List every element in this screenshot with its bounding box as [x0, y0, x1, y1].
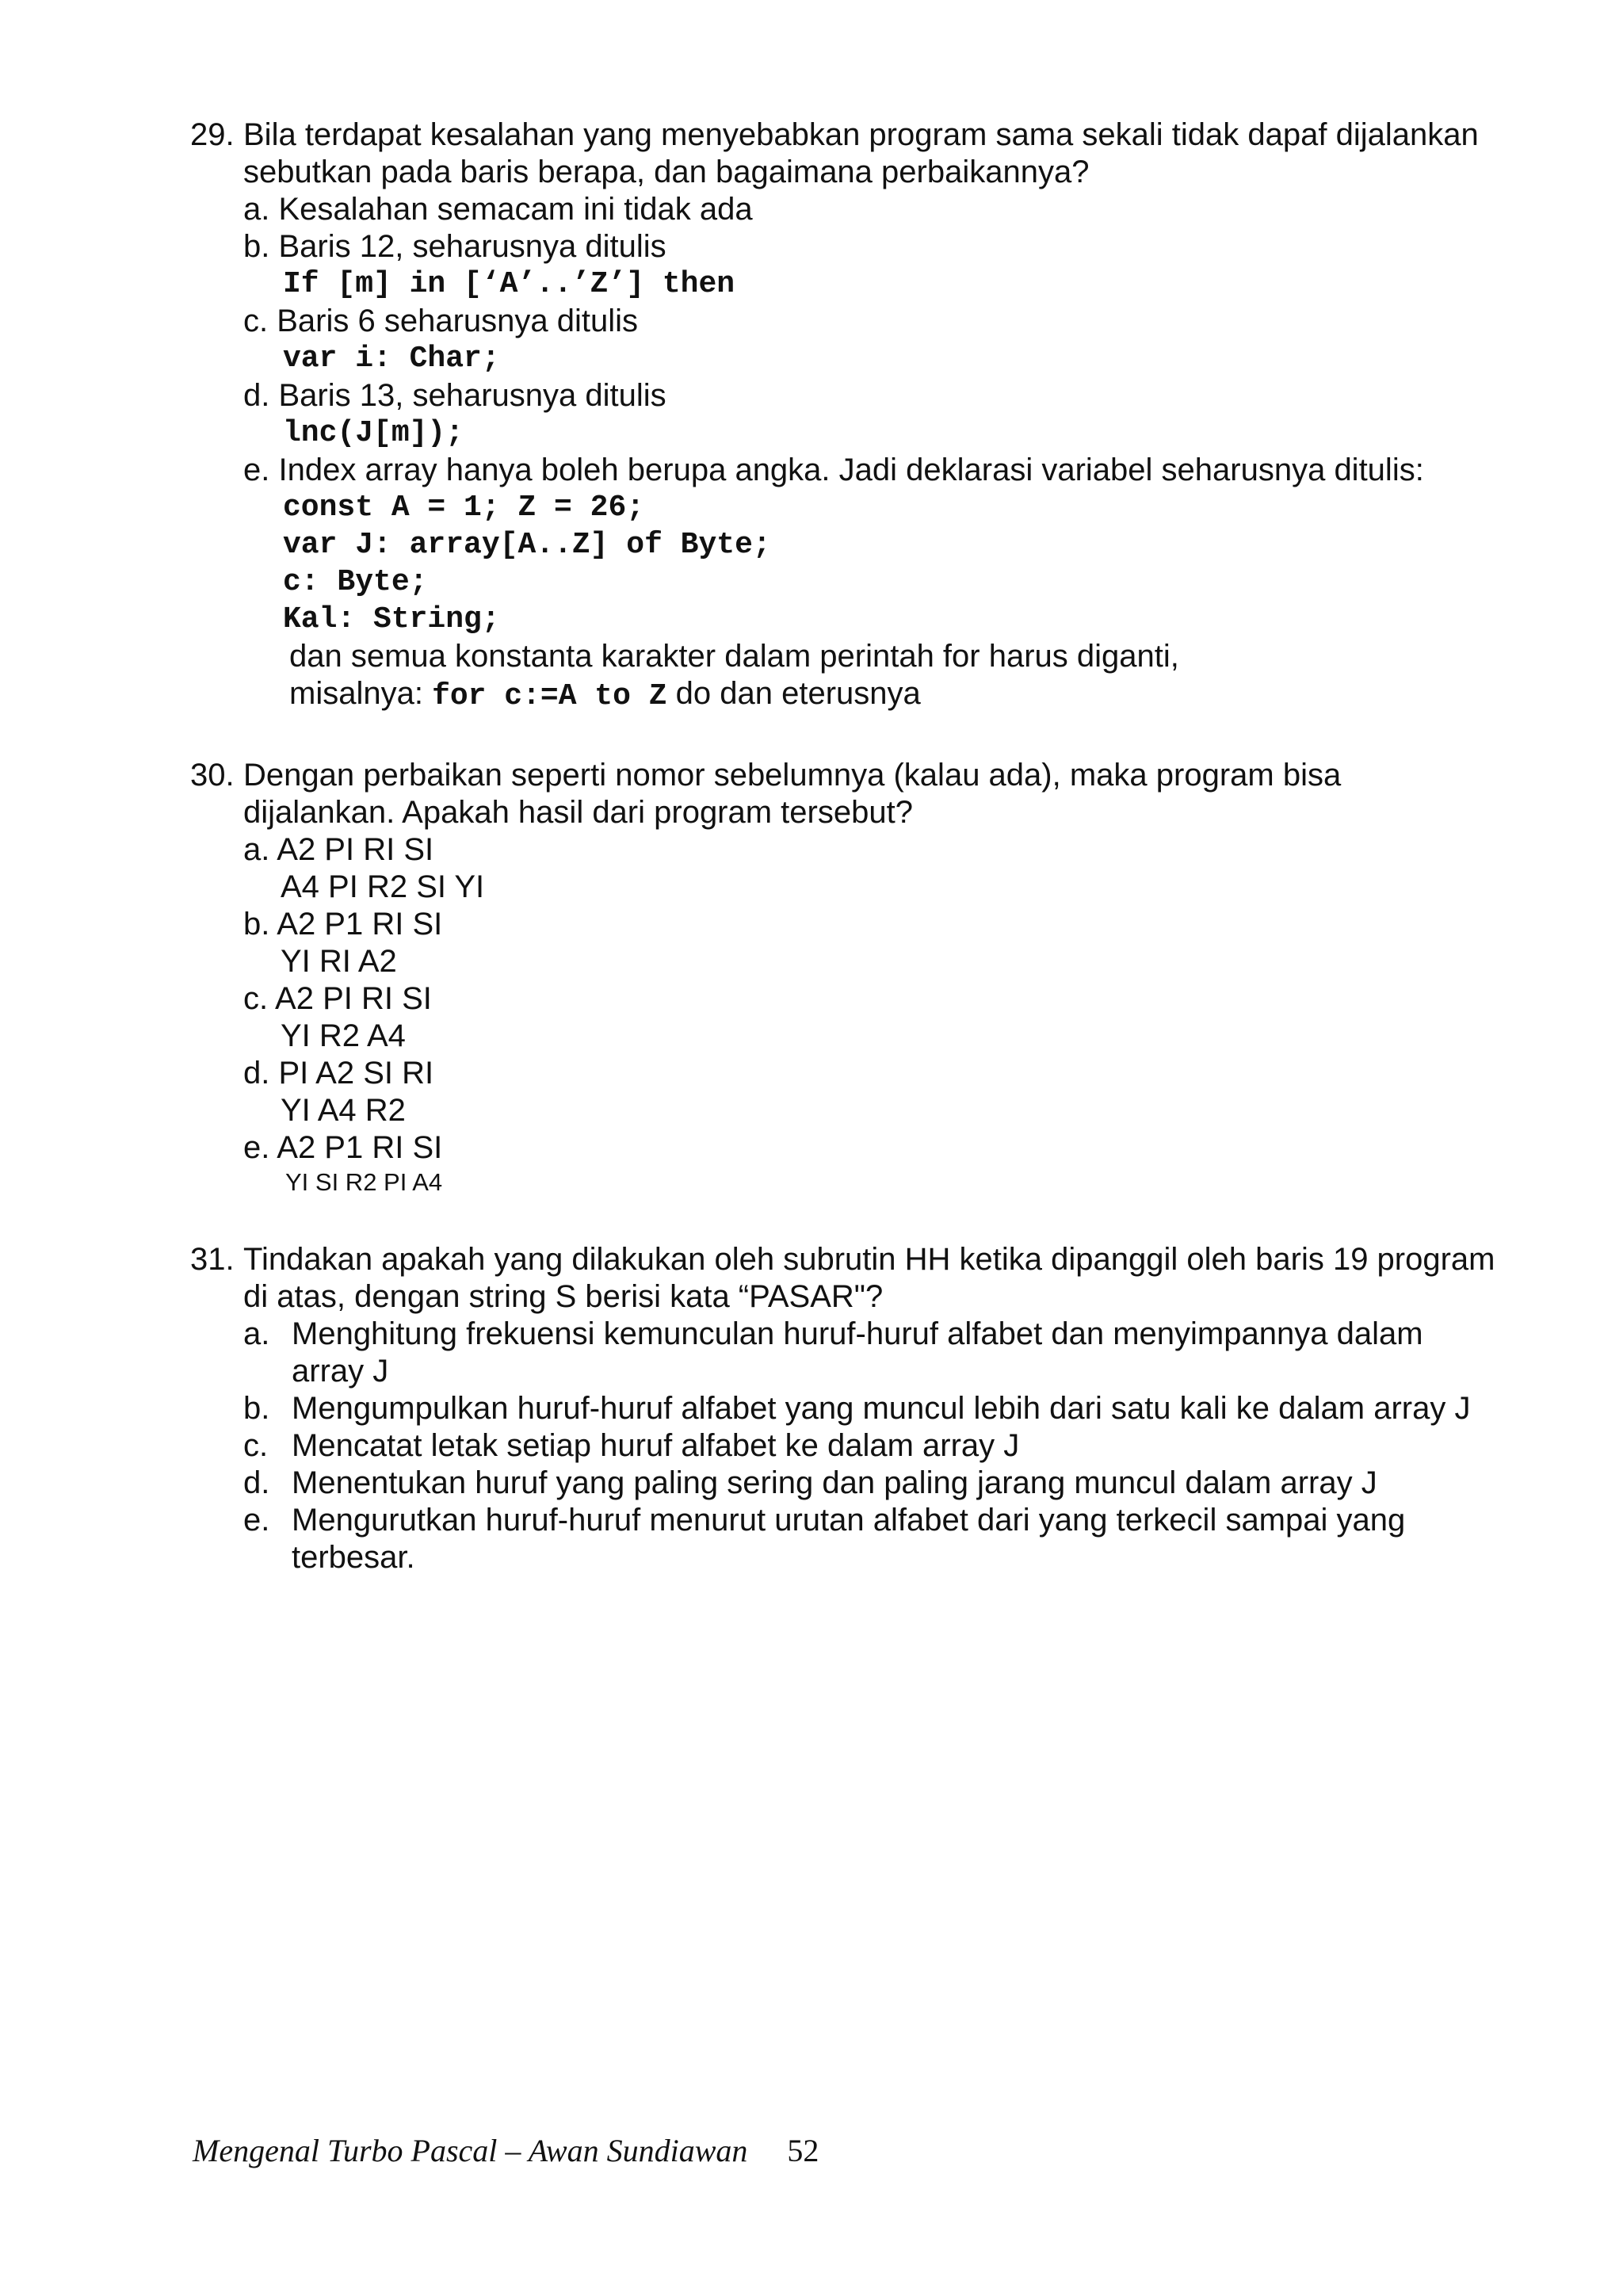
code-line: lnc(J[m]);	[283, 416, 464, 450]
option-line-1: A2 PI RI SI	[277, 832, 434, 867]
option-label: a.	[243, 1316, 270, 1351]
page-footer	[193, 2132, 819, 2169]
note-code: for c:=A to Z	[432, 679, 667, 713]
option-d	[243, 1465, 1498, 1502]
option-text: Mengumpulkan huruf-huruf alfabet yang muncul lebih dari satu kali ke dalam array J	[292, 1391, 1471, 1426]
option-note: dan semua konstanta karakter dalam perintah for harus diganti,	[289, 639, 1179, 674]
option-label: e.	[243, 1503, 270, 1538]
option-text: Baris 12, seharusnya ditulis	[278, 229, 666, 264]
option-line-2: YI R2 A4	[281, 1018, 406, 1053]
page-number: 52	[787, 2133, 819, 2168]
code-line: var i: Char;	[283, 342, 500, 376]
option-text: Baris 13, seharusnya ditulis	[278, 378, 666, 413]
option-line-2: YI A4 R2	[281, 1093, 406, 1128]
option-text: Mengurutkan huruf-huruf menurut urutan alfabet dari yang terkecil sampai yang terbesar.	[292, 1503, 1406, 1575]
option-d	[243, 377, 1498, 452]
option-c	[243, 980, 1498, 1055]
option-text: Menghitung frekuensi kemunculan huruf-huruf alfabet dan menyimpannya dalam array J	[292, 1316, 1423, 1389]
option-label: a.	[243, 192, 270, 227]
option-label: b.	[243, 229, 270, 264]
option-a	[243, 1316, 1498, 1390]
option-line-1: PI A2 SI RI	[278, 1056, 434, 1091]
option-label: d.	[243, 1056, 270, 1091]
option-a	[243, 191, 1498, 228]
option-label: c.	[243, 304, 269, 338]
option-e	[243, 1502, 1498, 1576]
option-label: b.	[243, 907, 270, 942]
option-d	[243, 1055, 1498, 1129]
note-prefix: misalnya:	[289, 676, 423, 711]
option-b	[243, 1390, 1498, 1427]
option-note-example	[243, 675, 1498, 715]
question-text: Tindakan apakah yang dilakukan oleh subrutin HH ketika dipanggil oleh baris 19 program di atas, dengan string S berisi kata “PASAR"?	[243, 1242, 1495, 1314]
code-line: const A = 1; Z = 26;	[283, 491, 645, 525]
option-text: Index array hanya boleh berupa angka. Jadi deklarasi variabel seharusnya ditulis:	[278, 453, 1424, 487]
option-list	[243, 191, 1498, 715]
option-b	[243, 906, 1498, 980]
option-line-1: A2 P1 RI SI	[277, 1130, 443, 1165]
question-29	[190, 117, 1498, 715]
option-c	[243, 1427, 1498, 1465]
option-c	[243, 303, 1498, 377]
option-list	[243, 1316, 1498, 1576]
option-label: d.	[243, 378, 270, 413]
option-line-2: A4 PI R2 SI YI	[281, 869, 485, 904]
code-line: Kal: String;	[283, 602, 500, 636]
option-e	[243, 452, 1498, 715]
question-text: Bila terdapat kesalahan yang menyebabkan program sama sekali tidak dapaf dijalankan sebutkan pada baris berapa, dan bagaimana perbaikannya?	[243, 117, 1479, 189]
option-text: Menentukan huruf yang paling sering dan paling jarang muncul dalam array J	[292, 1465, 1377, 1500]
option-b	[243, 228, 1498, 303]
question-number: 31.	[190, 1242, 235, 1277]
option-label: e.	[243, 1130, 270, 1165]
option-text: Baris 6 seharusnya ditulis	[277, 304, 639, 338]
note-suffix: do dan eterusnya	[675, 676, 921, 711]
footer-title: Mengenal Turbo Pascal – Awan Sundiawan	[193, 2133, 748, 2168]
option-label: c.	[243, 981, 269, 1016]
option-line-1: A2 P1 RI SI	[277, 907, 443, 942]
option-line-2: YI SI R2 PI A4	[285, 1168, 443, 1196]
option-e	[243, 1129, 1498, 1198]
code-line: If [m] in [‘A’..’Z’] then	[283, 267, 735, 301]
option-label: d.	[243, 1465, 270, 1500]
option-a	[243, 831, 1498, 906]
question-number: 29.	[190, 117, 235, 152]
option-line-2: YI RI A2	[281, 944, 397, 979]
code-line: var J: array[A..Z] of Byte;	[283, 528, 771, 562]
option-label: e.	[243, 453, 270, 487]
option-text: Kesalahan semacam ini tidak ada	[278, 192, 753, 227]
option-label: a.	[243, 832, 270, 867]
question-31	[190, 1241, 1498, 1576]
option-text: Mencatat letak setiap huruf alfabet ke dalam array J	[292, 1428, 1020, 1463]
question-number: 30.	[190, 758, 235, 793]
option-line-1: A2 PI RI SI	[275, 981, 432, 1016]
question-text: Dengan perbaikan seperti nomor sebelumnya (kalau ada), maka program bisa dijalankan. Apakah hasil dari program tersebut?	[243, 758, 1342, 830]
option-label: c.	[243, 1428, 269, 1463]
code-line: c: Byte;	[283, 565, 428, 599]
option-list	[243, 831, 1498, 1198]
option-label: b.	[243, 1391, 270, 1426]
question-30	[190, 757, 1498, 1198]
